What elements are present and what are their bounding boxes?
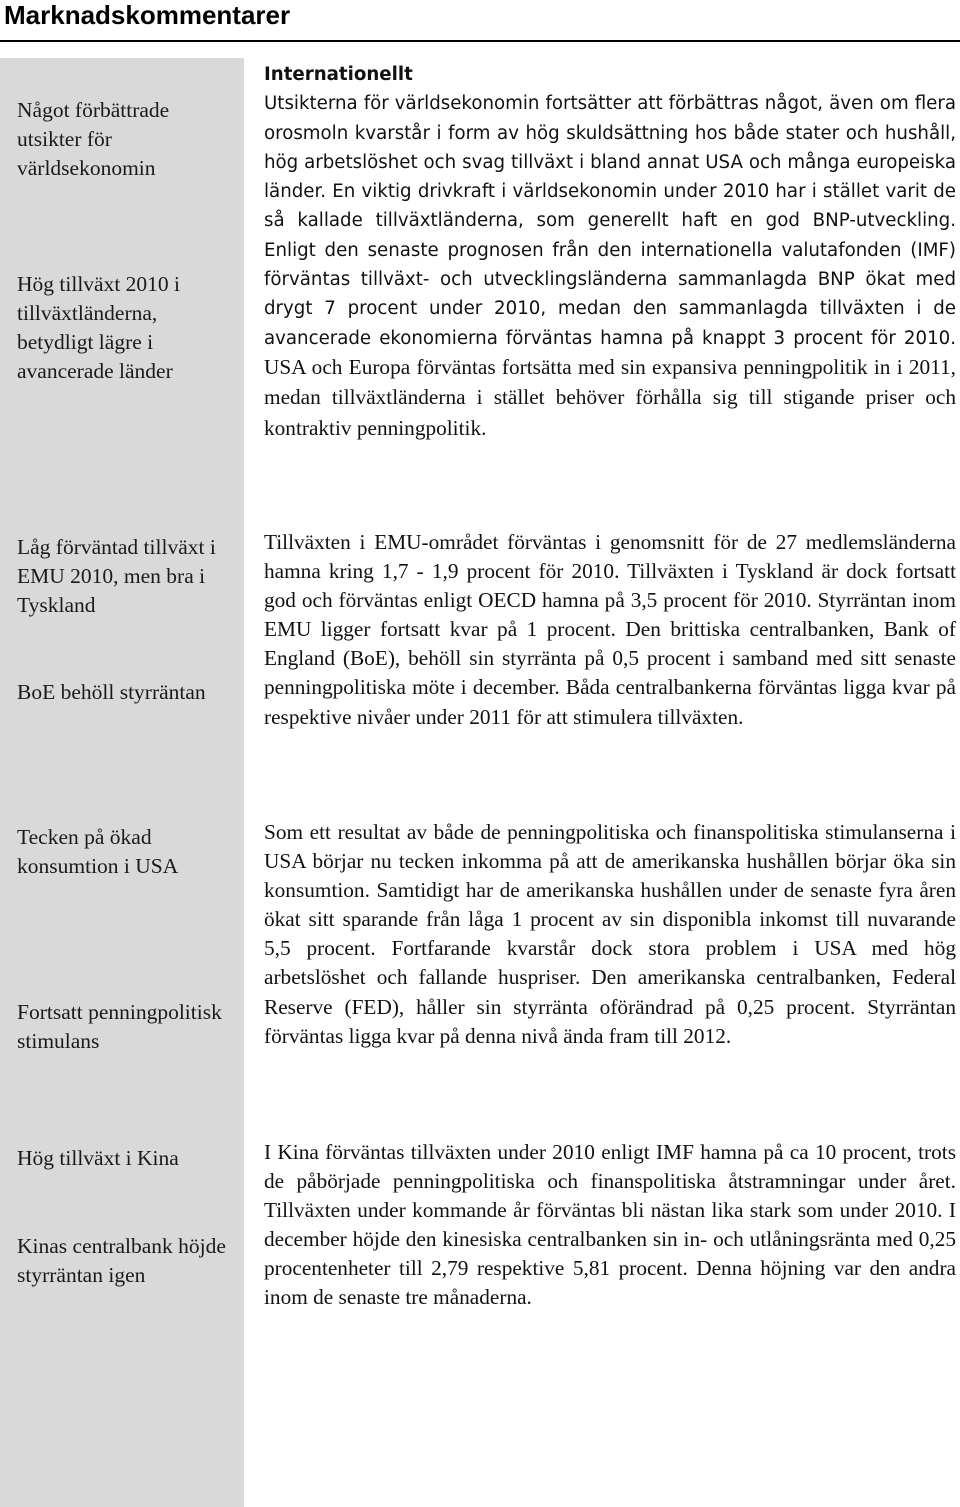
china-paragraph: I Kina förväntas tillväxten under 2010 enligt IMF hamna på ca 10 procent, trots de påbörjade penningpolitiska och finanspolitiska åtstramningar under året. Tillväxten under kommande år förväntas bli nästan lika stark som under 2010. I december höjde den kinesiska centralbanken sin in- och utlåningsränta med 0,25 procentenheter till 2,79 respektive 5,81 procent. Denna höjning var den andra inom de senaste tre månaderna. [264,1140,956,1310]
title-divider [0,40,960,42]
china-section [264,1138,956,1313]
usa-section [264,818,956,1051]
margin-note-usa-consumption: Tecken på ökad konsumtion i USA [17,825,179,878]
international-text-part1: Utsikterna för världsekonomin fortsätter att förbättras något, även om flera orosmoln kvarstår i form av hög skuldsättning hos både stater och hushåll, hög arbetslöshet och svag tillväxt i bland annat USA och många europeiska länder. En viktig drivkraft i världsekonomin under 2010 har i stället varit de så kallade tillväxtländerna, som generellt haft en god BNP-utveckling. [264,93,956,232]
margin-note-boe-rate: BoE behöll styrräntan [17,680,206,704]
margin-note-emerging-growth: Hög tillväxt 2010 i tillväxtländerna, betydligt lägre i avancerade länder [17,272,181,383]
margin-note-china-growth: Hög tillväxt i Kina [17,1146,179,1170]
margin-note-china-rate: Kinas centralbank höjde styrräntan igen [17,1234,226,1287]
page-title: Marknadskommentarer [4,0,291,30]
emu-paragraph: Tillväxten i EMU-området förväntas i genomsnitt för de 27 medlemsländerna hamna kring 1,7 - 1,9 procent för 2010. Tillväxten i Tyskland är dock fortsatt god och förväntas enligt OECD hamna på 3,5 procent för 2010. Styrräntan inom EMU ligger fortsatt kvar på 1 procent. Den brittiska centralbanken, Bank of England (BoE), behöll sin styrränta på 0,5 procent i samband med sitt senaste penningpolitiska möte i december. Båda centralbankerna förväntas ligga kvar på respektive nivåer under 2011 för att stimulera tillväxten. [264,530,956,729]
section-heading: Internationellt [264,64,413,85]
margin-note-monetary-stimulus: Fortsatt penningpolitisk stimulans [17,1000,222,1053]
international-text-part3: USA och Europa förväntas fortsätta med sin expansiva penningpolitik in i 2011, medan tillväxtländerna i stället behöver förhålla sig till stigande priser och kontraktiv penningpolitik. [264,354,956,440]
international-section [264,60,956,444]
margin-note-emu-growth: Låg förväntad tillväxt i EMU 2010, men bra i Tyskland [17,535,216,617]
international-text-part2: Enligt den senaste prognosen från den internationella valutafonden (IMF) förväntas tillväxt- och utvecklingsländerna sammanlagda BNP ökat med drygt 7 procent under 2010, medan den sammanlagda tillväxten i de avancerade ekonomierna förväntas hamna på knappt 3 procent för 2010. [264,239,956,349]
usa-paragraph: Som ett resultat av både de penningpolitiska och finanspolitiska stimulanserna i USA börjar nu tecken inkomma på att de amerikanska hushållen börjar öka sin konsumtion. Samtidigt har de amerikanska hushållen under de senaste fyra åren ökat sitt sparande från låga 1 procent av sin disponibla inkomst till nuvarande 5,5 procent. Fortfarande kvarstår dock stora problem i USA med hög arbetslöshet och fallande huspriser. Den amerikanska centralbanken, Federal Reserve (FED), håller sin styrränta oförändrad på 0,25 procent. Styrräntan förväntas ligga kvar på denna nivå ända fram till 2012. [264,820,956,1048]
international-paragraph [264,60,956,444]
margin-note-world-economy: Något förbättrade utsikter för världsekonomin [17,98,170,180]
emu-section [264,528,956,732]
